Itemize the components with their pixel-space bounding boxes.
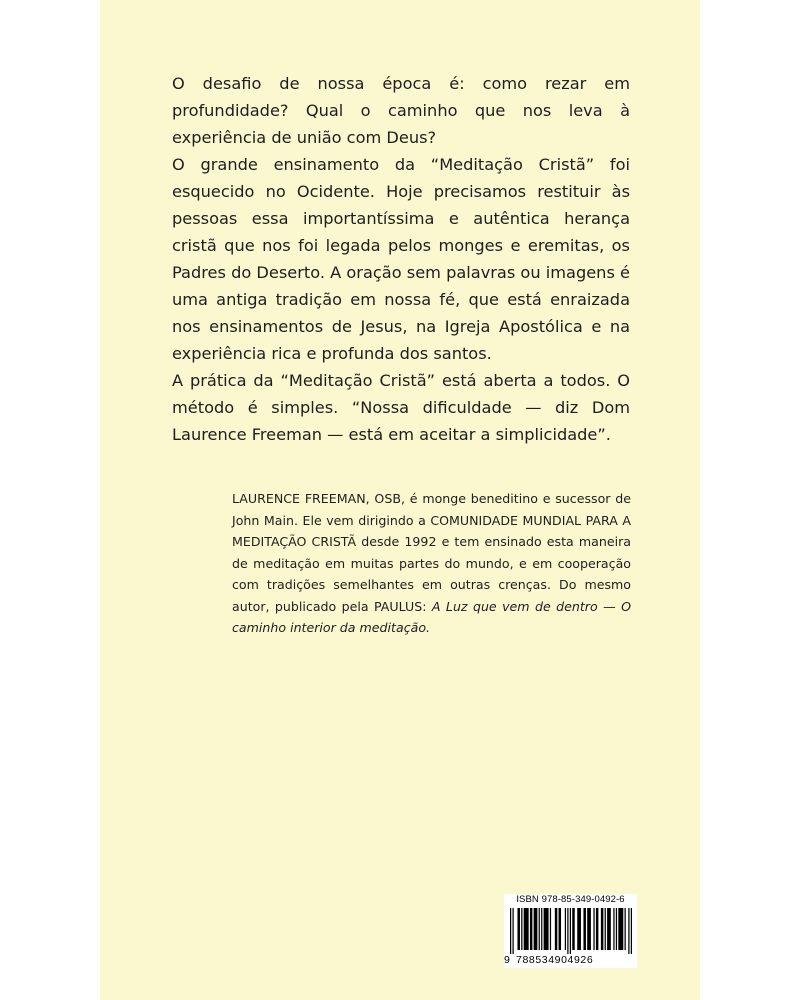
author-bio-paragraph xyxy=(232,488,631,639)
barcode-bar xyxy=(583,908,585,950)
barcode-bar xyxy=(524,908,529,950)
barcode-bar xyxy=(565,908,566,950)
barcode-bar xyxy=(628,908,629,954)
barcode-bar xyxy=(618,908,623,950)
barcode-bar xyxy=(570,908,571,954)
author-bio xyxy=(232,488,631,639)
barcode-bar xyxy=(559,908,561,950)
barcode-first-digit: 9 xyxy=(504,954,511,966)
barcode-bar xyxy=(607,908,611,950)
paragraph-3: A prática da “Meditação Cristã” está aberta a todos. O método é simples. “Nossa dificuldade — diz Dom Laurence Freeman — está em aceitar a simplicidade”. xyxy=(172,371,630,444)
barcode-digits xyxy=(504,954,637,967)
barcode-bar xyxy=(572,908,574,950)
barcode-bar xyxy=(605,908,606,950)
barcode-bars xyxy=(510,908,632,954)
barcode-bar xyxy=(567,908,568,954)
barcode-bar xyxy=(541,908,542,950)
barcode-bar xyxy=(512,908,513,954)
description-text xyxy=(172,70,630,448)
author-bio-text: LAURENCE FREEMAN, OSB, é monge beneditino e sucessor de John Main. Ele vem dirigindo a COMUNIDADE MUNDIAL PARA A MEDITAÇÃO CRISTÃ desde 1992 e tem ensinado esta maneira de meditação em muitas partes do mundo, e em cooperação com tradições semelhantes em outras crenças. Do mesmo autor, publicado pela PAULUS: xyxy=(232,491,631,614)
barcode-bar xyxy=(534,908,538,950)
barcode-bar xyxy=(539,908,540,950)
paragraph-1: O desafio de nossa época é: como rezar em profundidade? Qual o caminho que nos leva à experiência de união com Deus? xyxy=(172,74,630,147)
barcode-bar xyxy=(616,908,617,950)
barcode-bar xyxy=(510,908,511,954)
barcode-bar xyxy=(530,908,532,950)
barcode-bar xyxy=(555,908,557,950)
barcode-digit-string: 788534904926 xyxy=(516,954,594,966)
barcode-bar xyxy=(596,908,598,950)
barcode-bar xyxy=(517,908,519,950)
isbn-label: ISBN 978-85-349-0492-6 xyxy=(516,894,625,905)
barcode-bar xyxy=(613,908,614,950)
barcode-bar xyxy=(625,908,626,950)
barcode-bar xyxy=(593,908,594,950)
barcode-bar xyxy=(601,908,603,950)
barcode-bar xyxy=(631,908,632,954)
barcode-bar xyxy=(521,908,522,950)
barcode-bar xyxy=(544,908,549,950)
paragraph-2: O grande ensinamento da “Meditação Cristã” foi esquecido no Ocidente. Hoje precisamos restituir às pessoas essa importantíssima e autêntica herança cristã que nos foi legada pelos monges e eremitas, os Padres do Deserto. A oração sem palavras ou imagens é uma antiga tradição em nossa fé, que está enraizada nos ensinamentos de Jesus, na Igreja Apostólica e na experiência rica e profunda dos santos. xyxy=(172,155,630,363)
isbn-barcode xyxy=(504,894,637,968)
barcode-bar xyxy=(587,908,591,950)
back-cover xyxy=(100,0,700,1000)
book-title: A Luz que vem de dentro — O caminho interior da meditação. xyxy=(232,598,631,635)
barcode-bar xyxy=(577,908,581,950)
barcode-bar xyxy=(550,908,551,950)
